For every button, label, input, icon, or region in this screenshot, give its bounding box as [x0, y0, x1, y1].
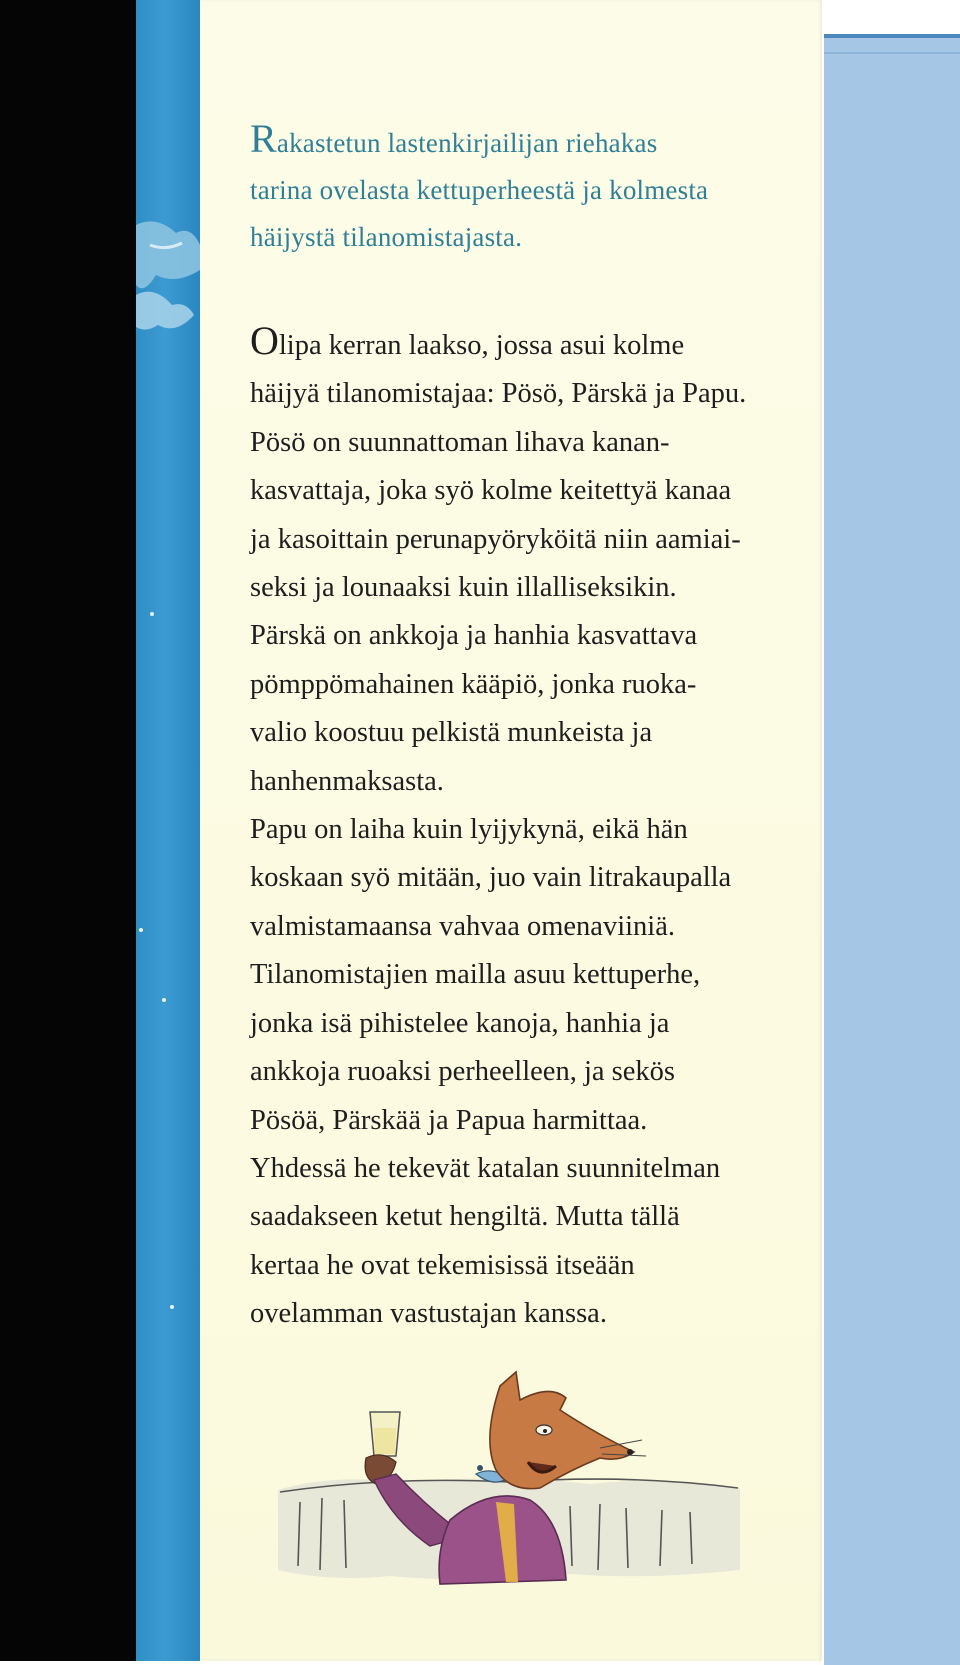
synopsis-line: Pärskä on ankkoja ja hanhia kasvattava [250, 620, 698, 652]
intro-line: tarina ovelasta kettuperheestä ja kolmesta [250, 175, 709, 205]
synopsis-line: hanhenmaksasta. [250, 765, 444, 797]
synopsis-line: kertaa he ovat tekemisissä itseään [250, 1249, 635, 1281]
synopsis-line-text: lipa kerran laakso, jossa asui kolme [278, 330, 685, 361]
synopsis-line: häijyä tilanomistajaa: Pösö, Pärskä ja Papu. [250, 378, 747, 410]
synopsis-line: Pösö on suunnattoman lihava kanan- [250, 426, 670, 458]
synopsis-line: seksi ja lounaaksi kuin illalliseksikin. [250, 572, 677, 604]
scan-background [0, 0, 136, 1661]
synopsis-line: ankkoja ruoaksi perheelleen, ja sekös [250, 1056, 675, 1088]
synopsis-line: Tilanomistajien mailla asuu kettuperhe, [250, 959, 701, 991]
back-cover-rule [824, 52, 960, 54]
back-cover-edge [824, 34, 960, 1665]
spine-dot [139, 928, 143, 932]
spine-dot [162, 998, 166, 1002]
intro-line [250, 116, 770, 167]
synopsis-line: jonka isä pihistelee kanoja, hanhia ja [250, 1007, 670, 1039]
synopsis-line: saadakseen ketut hengiltä. Mutta tällä [250, 1201, 680, 1233]
synopsis-line: Papu on laiha kuin lyijykynä, eikä hän [250, 814, 688, 846]
synopsis-line: Yhdessä he tekevät katalan suunnitelman [250, 1152, 721, 1184]
synopsis-line [250, 318, 770, 370]
fox-with-glass-icon [270, 1370, 750, 1610]
spine-dot [150, 612, 154, 616]
synopsis [250, 318, 770, 1339]
synopsis-line: pömppömahainen kääpiö, jonka ruoka- [250, 668, 697, 700]
intro-line-text: akastetun lastenkirjailijan riehakas [276, 128, 658, 158]
intro-blurb [250, 116, 770, 261]
synopsis-line: koskaan syö mitään, juo vain litrakaupalla [250, 862, 732, 894]
spine-dot [170, 1305, 174, 1309]
synopsis-line: ja kasoittain perunapyöryköitä niin aamiai- [250, 523, 741, 555]
spine-decoration-icon [136, 215, 200, 365]
intro-dropcap: R [250, 116, 277, 161]
synopsis-line: valmistamaansa vahvaa omenaviiniä. [250, 910, 675, 942]
synopsis-line: ovelamman vastustajan kanssa. [250, 1298, 607, 1330]
synopsis-dropcap: O [250, 318, 279, 363]
synopsis-line: Pösöä, Pärskää ja Papua harmittaa. [250, 1104, 648, 1136]
synopsis-line: valio koostuu pelkistä munkeista ja [250, 717, 653, 749]
synopsis-line: kasvattaja, joka syö kolme keitettyä kanaa [250, 475, 732, 507]
intro-line: häijystä tilanomistajasta. [250, 222, 523, 252]
